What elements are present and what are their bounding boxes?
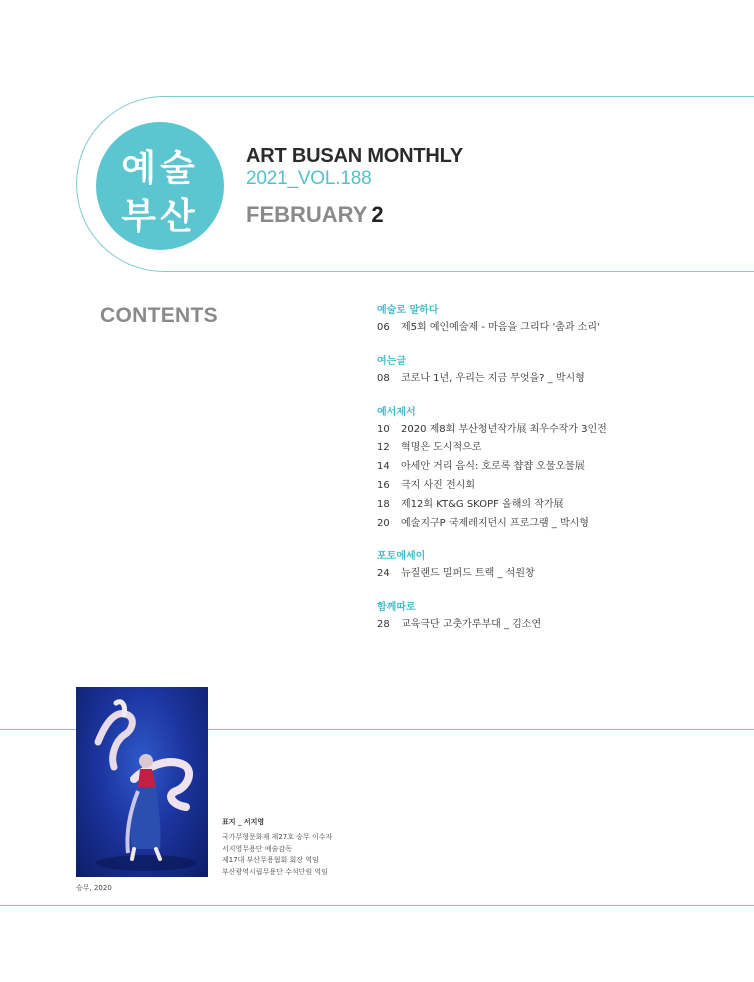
toc-entry-title: 교육극단 고춧가루부대 _ 김소연 [401, 619, 542, 631]
toc-page-number: 14 [377, 461, 390, 473]
toc-entry-title: 제5회 예인예술제 - 마음을 그리다 '춤과 소리' [401, 322, 600, 333]
issue-month-number: 2 [371, 202, 384, 227]
toc-section [377, 549, 737, 584]
toc-entry-title: 예술지구P 국제레지던시 프로그램 _ 박시형 [401, 517, 589, 529]
toc-entry[interactable] [377, 421, 737, 440]
toc-page-number: 12 [377, 442, 390, 454]
table-of-contents [377, 303, 737, 651]
cover-credit-line: 국가무형문화재 제27호 승무 이수자 [222, 833, 333, 841]
toc-entry[interactable] [377, 515, 737, 534]
magazine-title: ART BUSAN MONTHLY [246, 145, 463, 167]
magazine-volume: 2021_VOL.188 [246, 168, 372, 189]
toc-page-number: 20 [377, 517, 390, 529]
toc-entry-title: 혁명은 도시적으로 [401, 442, 482, 454]
toc-page-number: 16 [377, 479, 390, 491]
issue-month [246, 202, 384, 228]
toc-entry[interactable] [377, 439, 737, 458]
toc-entry[interactable] [377, 319, 737, 338]
toc-entry-title: 제12회 KT&G SKOPF 올해의 작가展 [401, 498, 564, 510]
toc-entry[interactable] [377, 616, 737, 635]
toc-section-title: 포토에세이 [377, 551, 426, 563]
cover-credit [222, 817, 332, 878]
cover-photo [76, 687, 208, 877]
toc-page-number: 28 [377, 619, 390, 631]
toc-section-title: 예서제서 [377, 406, 416, 418]
toc-entry[interactable] [377, 496, 737, 515]
toc-entry-title: 2020 제8회 부산청년작가展 최우수작가 3인전 [401, 423, 607, 435]
toc-entry[interactable] [377, 477, 737, 496]
toc-page-number: 24 [377, 568, 390, 580]
toc-page-number: 10 [377, 423, 390, 435]
toc-entry[interactable] [377, 565, 737, 584]
toc-page-number: 08 [377, 372, 390, 384]
photo-caption: 승무, 2020 [76, 884, 112, 892]
toc-section-title: 함께따로 [377, 602, 416, 614]
logo-line-2: 부산 [121, 195, 199, 237]
dancer-illustration [76, 687, 208, 877]
magazine-logo [96, 122, 224, 250]
toc-entry-title: 극지 사진 전시회 [401, 479, 475, 491]
toc-section [377, 405, 737, 534]
toc-section [377, 303, 737, 338]
toc-section [377, 354, 737, 389]
cover-credit-line: 서지영무용단 예술감독 [222, 844, 292, 853]
toc-entry-title: 뉴질랜드 밀퍼드 트랙 _ 석원창 [401, 568, 535, 580]
contents-heading: CONTENTS [100, 304, 218, 327]
divider-bottom [0, 905, 754, 906]
toc-page-number: 18 [377, 498, 390, 510]
toc-entry-title: 아세안 거리 음식: 호로록 챱챱 오물오물展 [401, 461, 585, 473]
toc-section-title: 여는글 [377, 355, 406, 367]
logo-line-1: 예술 [121, 147, 199, 189]
issue-month-name: FEBRUARY [246, 202, 368, 227]
toc-entry[interactable] [377, 458, 737, 477]
cover-credit-line: 부산광역시립무용단 수석단원 역임 [222, 867, 328, 876]
toc-section [377, 600, 737, 635]
toc-entry[interactable] [377, 370, 737, 389]
cover-credit-line: 제17대 부산무용협회 회장 역임 [222, 856, 319, 864]
toc-entry-title: 코로나 1년, 우리는 지금 무엇을? _ 박시형 [401, 372, 585, 384]
cover-credit-title: 표지 _ 서지영 [222, 818, 265, 826]
toc-section-title: 예술로 말하다 [377, 305, 439, 316]
toc-page-number: 06 [377, 322, 390, 333]
